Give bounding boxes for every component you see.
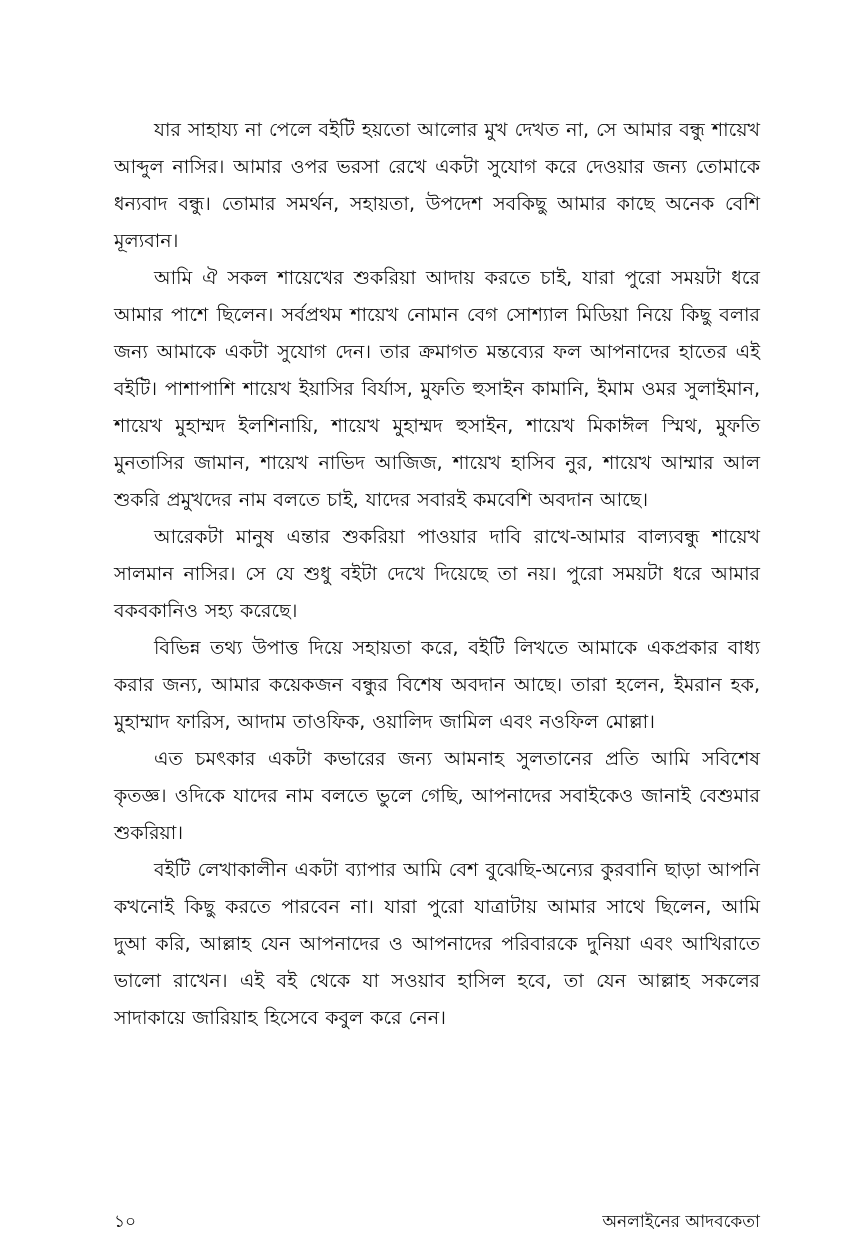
paragraph-4: বিভিন্ন তথ্য উপাত্ত দিয়ে সহায়তা করে, বইটি লিখতে আমাকে একপ্রকার বাধ্য করার জন্য, আমার কয়েকজন বন্ধুর বিশেষ অবদান আছে। তারা হলেন, ইমরান হক, মুহাম্মাদ ফারিস, আদাম তাওফিক, ওয়ালিদ জামিল এবং নওফিল মোল্লা। bbox=[114, 637, 760, 733]
page-number: ১০ bbox=[114, 1212, 137, 1232]
running-title: অনলাইনের আদবকেতা bbox=[602, 1212, 760, 1232]
body-text bbox=[114, 112, 760, 1037]
paragraph-5: এত চমৎকার একটা কভারের জন্য আমনাহ সুলতানের প্রতি আমি সবিশেষ কৃতজ্ঞ। ওদিকে যাদের নাম বলতে ভুলে গেছি, আপনাদের সবাইকেও জানাই বেশুমার শুকরিয়া। bbox=[114, 748, 760, 844]
paragraph-3: আরেকটা মানুষ এন্তার শুকরিয়া পাওয়ার দাবি রাখে-আমার বাল্যবন্ধু শায়েখ সালমান নাসির। সে যে শুধু বইটা দেখে দিয়েছে তা নয়। পুরো সময়টা ধরে আমার বকবকানিও সহ্য করেছে। bbox=[114, 526, 760, 622]
paragraph-1: যার সাহায্য না পেলে বইটি হয়তো আলোর মুখ দেখত না, সে আমার বন্ধু শায়েখ আব্দুল নাসির। আমার ওপর ভরসা রেখে একটা সুযোগ করে দেওয়ার জন্য তোমাকে ধন্যবাদ বন্ধু। তোমার সমর্থন, সহায়তা, উপদেশ সবকিছু আমার কাছে অনেক বেশি মূল্যবান। bbox=[114, 119, 760, 252]
page-footer bbox=[114, 1208, 760, 1238]
paragraph-2: আমি ঐ সকল শায়েখের শুকরিয়া আদায় করতে চাই, যারা পুরো সময়টা ধরে আমার পাশে ছিলেন। সর্বপ্রথম শায়েখ নোমান বেগ সোশ্যাল মিডিয়া নিয়ে কিছু বলার জন্য আমাকে একটা সুযোগ দেন। তার ক্রমাগত মন্তব্যের ফল আপনাদের হাতের এই বইটি। পাশাপাশি শায়েখ ইয়াসির বির্যাস, মুফতি হুসাইন কামানি, ইমাম ওমর সুলাইমান, শায়েখ মুহাম্মদ ইলশিনায়ি, শায়েখ মুহাম্মদ হুসাইন, শায়েখ মিকাঈল স্মিথ, মুফতি মুনতাসির জামান, শায়েখ নাভিদ আজিজ, শায়েখ হাসিব নুর, শায়েখ আম্মার আল শুকরি প্রমুখদের নাম বলতে চাই, যাদের সবারই কমবেশি অবদান আছে। bbox=[114, 267, 760, 511]
paragraph-6: বইটি লেখাকালীন একটা ব্যাপার আমি বেশ বুঝেছি-অন্যের কুরবানি ছাড়া আপনি কখনোই কিছু করতে পারবেন না। যারা পুরো যাত্রাটায় আমার সাথে ছিলেন, আমি দুআ করি, আল্লাহ যেন আপনাদের ও আপনাদের পরিবারকে দুনিয়া এবং আখিরাতে ভালো রাখেন। এই বই থেকে যা সওয়াব হাসিল হবে, তা যেন আল্লাহ সকলের সাদাকায়ে জারিয়াহ হিসেবে কবুল করে নেন। bbox=[114, 859, 760, 1029]
